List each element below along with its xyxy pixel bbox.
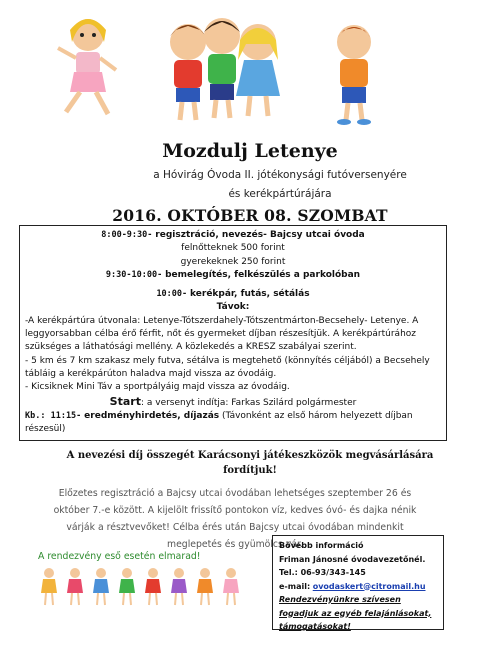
- standing-boy-figure: [337, 25, 371, 125]
- warmup-text: bemelegítés, felkészülés a parkolóban: [165, 269, 361, 280]
- results-line: [25, 410, 441, 437]
- rain-note: A rendezvény eső esetén elmarad!: [38, 551, 201, 562]
- start-word: Start: [109, 394, 141, 408]
- events-time: 10:00-: [156, 289, 188, 300]
- start-text: : a versenyt indítja: Farkas Szilárd polgármester: [140, 397, 357, 408]
- preregistration-text: Előzetes regisztráció a Bajcsy utcai óvodában lehetséges szeptember 26 és október 7.-e között. A kijelölt frissítő pontokon víz, kedves óvó- és dajka nénik várják a résztvevőket! Célba érés után Bajcsy utcai óvodában mindenkit meglepetés és gyümölcs vár.: [53, 488, 417, 550]
- warmup-line: [25, 269, 441, 282]
- three-kids-group-figure: [170, 18, 280, 120]
- route-run: - 5 km és 7 km szakasz mely futva, sétálva is megtehető (könnyítés céljából) a Becsehely tábláig a kerékpárúton haladva majd vissza az óvodáig.: [25, 355, 430, 379]
- routes-label: Távok:: [216, 302, 250, 313]
- events-line: [25, 288, 441, 301]
- cartoon-children-illustration: [0, 0, 500, 135]
- info-email-line: [279, 580, 437, 594]
- event-title: Mozdulj Letenye: [162, 140, 338, 162]
- info-box: [272, 535, 444, 630]
- results-bold: eredményhirdetés, díjazás: [84, 410, 220, 421]
- email-link[interactable]: ovodaskert@citromail.hu: [312, 581, 426, 591]
- event-subtitle: a Hóvirág Óvoda II. jótékonysági futóversenyére és kerékpártúrájára: [153, 169, 407, 200]
- results-text: (Távonként az első három helyezett díjban részesül): [25, 410, 413, 435]
- adult-fee: felnőtteknek 500 forint: [181, 243, 285, 254]
- info-phone: Tel.: 06-93/343-145: [279, 568, 366, 577]
- email-label: e-mail:: [279, 581, 311, 591]
- sponsor-note: Rendezvényünkre szívesen fogadjuk az egyéb felajánlásokat, támogatásokat!: [279, 595, 432, 631]
- results-time: Kb.: 11:15-: [25, 410, 82, 421]
- schedule-box: [19, 225, 447, 441]
- registration-text: regisztráció, nevezés- Bajcsy utcai óvoda: [155, 230, 365, 240]
- info-title: Bővebb információ: [279, 541, 364, 550]
- running-girl-figure: [58, 19, 116, 114]
- route-mini: - Kicsiknek Mini Táv a sportpályáig majd vissza az óvodáig.: [25, 382, 290, 393]
- info-person: Friman Jánosné óvodavezetőnél.: [279, 554, 426, 564]
- events-text: kerékpár, futás, sétálás: [190, 289, 310, 300]
- dancing-kids-illustration: [35, 565, 260, 610]
- registration-time: 8:00-9:30-: [101, 230, 153, 240]
- start-line: [25, 395, 441, 410]
- event-date: 2016. OKTÓBER 08. SZOMBAT: [112, 206, 388, 225]
- warmup-time: 9:30-10:00-: [105, 269, 163, 280]
- kid-row: [41, 568, 239, 605]
- route-bike: -A kerékpártúra útvonala: Letenye-Tótszerdahely-Tótszentmárton-Becsehely- Letenye. A leggyorsabban célba érő férfit, nőt és gyermeket díjban részesítjük. A kerékpártúrához szükséges a láthatósági mellény. A közlekedés a KRESZ szabályai szerint.: [25, 315, 419, 353]
- fee-usage-note: A nevezési díj összegét Karácsonyi játékeszközök megvásárlására fordítjuk!: [66, 450, 434, 476]
- child-fee: gyerekeknek 250 forint: [180, 256, 286, 267]
- registration-line: [25, 229, 441, 242]
